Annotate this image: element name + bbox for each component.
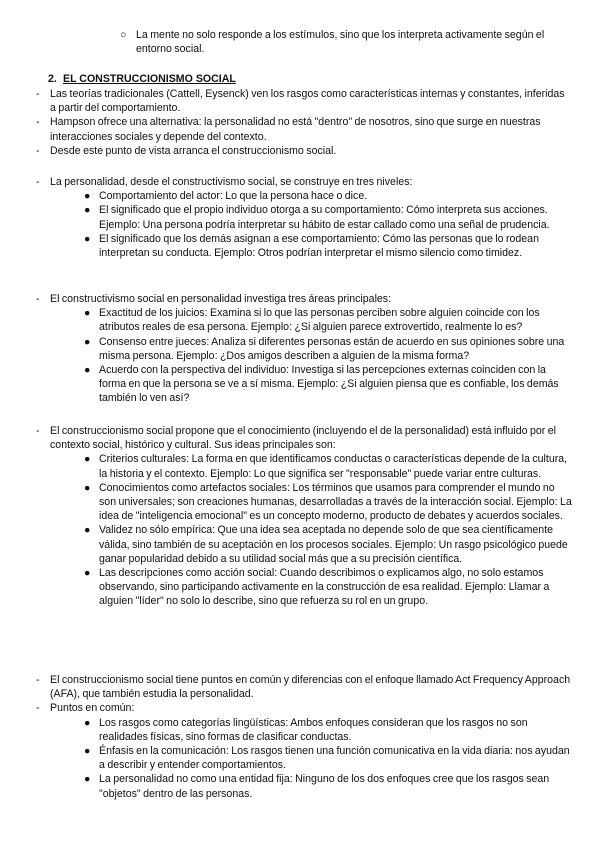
bullet-dot-icon: ● xyxy=(84,307,91,320)
list-item-text: Los rasgos como categorías lingüísticas: Ambos enfoques consideran que los rasgos no son realidades físicas, sino formas de clasificar conductas. xyxy=(99,716,528,743)
areas-bullets xyxy=(84,306,572,405)
list-item xyxy=(84,452,572,480)
list-item-text: Criterios culturales: La forma en que identificamos conductas o características depende de la cultura, la historia y el contexto. Ejemplo: Lo que significa ser "responsable" puede variar entre culturas. xyxy=(99,453,568,480)
list-item-text: Consenso entre jueces: Analiza si diferentes personas están de acuerdo en sus opiniones sobre una misma persona. Ejemplo: ¿Dos amigos describen a alguien de la misma forma? xyxy=(99,335,565,362)
section-heading xyxy=(48,72,568,86)
afa-bullets xyxy=(84,716,572,801)
bullet-dot-icon: ● xyxy=(84,716,91,729)
list-item xyxy=(84,481,572,524)
section-number: 2. xyxy=(48,73,57,85)
bullet-dot-icon: ● xyxy=(84,190,91,203)
intro-sub-bullet xyxy=(120,28,565,56)
dash-item xyxy=(36,424,572,452)
afa-lead: El construccionismo social tiene puntos en común y diferencias con el enfoque llamado Act Frequency Approach (AFA), que también estudia la personalidad. xyxy=(50,674,571,701)
section-title: EL CONSTRUCCIONISMO SOCIAL xyxy=(63,73,236,85)
dash-text: Las teorías tradicionales (Cattell, Eysenck) ven los rasgos como características internas y constantes, inferidas a partir del comportamiento. xyxy=(50,88,565,115)
intro-sub-text: La mente no solo responde a los estímulos, sino que los interpreta activamente según el entorno social. xyxy=(136,29,545,56)
bullet-dot-icon: ● xyxy=(84,773,91,786)
list-item xyxy=(84,744,572,772)
dash-item xyxy=(36,673,572,701)
niveles-section xyxy=(36,175,572,260)
list-item xyxy=(84,772,572,800)
list-item-text: El significado que los demás asignan a ese comportamiento: Cómo las personas que lo rodean interpretan su conducta. Ejemplo: Otros podrían interpretar el mismo silencio como timidez. xyxy=(99,232,539,260)
list-item-text: Comportamiento del actor: Lo que la persona hace o dice. xyxy=(99,190,368,203)
dash-item xyxy=(36,175,572,189)
ideas-lead: El construccionismo social propone que el conocimiento (incluyendo el de la personalidad) está influido por el contexto social, histórico y cultural. Sus ideas principales son: xyxy=(50,425,557,452)
list-item xyxy=(84,232,572,260)
list-item-text: Conocimientos como artefactos sociales: Los términos que usamos para comprender el mundo no son universales; son creaciones humanas, desarrolladas a través de la interacción social. Ejemplo: La idea de "inteligencia emocional" es un concepto moderno, producto de debates y acuerdos sociales. xyxy=(99,481,572,523)
dash-marker: - xyxy=(36,425,40,437)
niveles-lead: La personalidad, desde el constructivismo social, se construye en tres niveles: xyxy=(50,176,413,188)
ideas-bullets xyxy=(84,452,572,608)
bullet-dot-icon: ● xyxy=(84,745,91,758)
afa-section xyxy=(36,673,572,801)
bullet-dot-icon: ● xyxy=(84,364,91,377)
list-item xyxy=(84,716,572,744)
dash-item xyxy=(36,87,572,115)
list-item-text: Las descripciones como acción social: Cuando describimos o explicamos algo, no solo estamos observando, sino participando activamente en la construcción de esa realidad. Ejemplo: Llamar a alguien "líder" no solo lo describe, sino que refuerza su rol en un grupo. xyxy=(99,567,550,608)
list-item xyxy=(84,523,572,566)
list-item-text: Exactitud de los juicios: Examina si lo que las personas perciben sobre alguien coincide con los atributos reales de esa persona. Ejemplo: ¿Si alguien parece extrovertido, realmente lo es? xyxy=(99,307,540,334)
dash-marker: - xyxy=(36,293,40,305)
bullet-dot-icon: ● xyxy=(84,335,91,348)
list-item xyxy=(84,189,572,203)
afa-sub-lead: Puntos en común: xyxy=(50,702,135,715)
ideas-section xyxy=(36,424,572,609)
list-item-text: La personalidad no como una entidad fija: Ninguno de los dos enfoques cree que los rasgos sean "objetos" dentro de las personas. xyxy=(99,773,550,800)
dash-marker: - xyxy=(36,674,40,686)
dash-marker: - xyxy=(36,702,40,715)
bullet-dot-icon: ● xyxy=(84,481,91,494)
list-item-text: Énfasis en la comunicación: Los rasgos tienen una función comunicativa en la vida diaria: nos ayudan a describir y entender comportamientos. xyxy=(99,745,570,772)
list-item-text: El significado que el propio individuo otorga a su comportamiento: Cómo interpreta sus acciones. Ejemplo: Una persona podría interpretar su hábito de estar callado como una señal de prudencia. xyxy=(99,204,550,231)
areas-lead: El constructivismo social en personalidad investiga tres áreas principales: xyxy=(50,293,392,305)
list-item xyxy=(84,335,572,363)
dash-item xyxy=(36,292,572,306)
circle-bullet-icon: ○ xyxy=(120,29,127,41)
dash-marker: - xyxy=(36,144,40,157)
list-item xyxy=(84,306,572,334)
dash-item xyxy=(36,701,572,715)
intro-dash-list xyxy=(36,87,572,158)
areas-section xyxy=(36,292,572,406)
bullet-dot-icon: ● xyxy=(84,204,91,217)
list-item-text: Acuerdo con la perspectiva del individuo: Investiga si las percepciones externas coinciden con la forma en que la persona se ve a sí misma. Ejemplo: ¿Si alguien piensa que es confiable, los demás también lo ven así? xyxy=(99,364,559,405)
dash-text: Desde este punto de vista arranca el construccionismo social. xyxy=(50,144,337,157)
bullet-dot-icon: ● xyxy=(84,567,91,580)
bullet-dot-icon: ● xyxy=(84,453,91,466)
list-item xyxy=(84,566,572,609)
dash-marker: - xyxy=(36,88,40,100)
dash-marker: - xyxy=(36,176,40,188)
list-item xyxy=(84,203,572,231)
bullet-dot-icon: ● xyxy=(84,524,91,537)
list-item-text: Validez no sólo empírica: Que una idea sea aceptada no depende solo de que sea científicamente válida, sino también de su aceptación en los procesos sociales. Ejemplo: Un rasgo psicológico puede ganar popularidad debido a su utilidad social más que a su precisión científica. xyxy=(99,524,568,565)
dash-text: Hampson ofrece una alternativa: la personalidad no está "dentro" de nosotros, sino que surge en nuestras interacciones sociales y depende del contexto. xyxy=(50,116,541,143)
niveles-bullets xyxy=(84,189,572,260)
dash-marker: - xyxy=(36,116,40,129)
dash-item xyxy=(36,115,572,143)
bullet-dot-icon: ● xyxy=(84,232,91,245)
dash-item xyxy=(36,144,572,158)
list-item xyxy=(84,363,572,406)
